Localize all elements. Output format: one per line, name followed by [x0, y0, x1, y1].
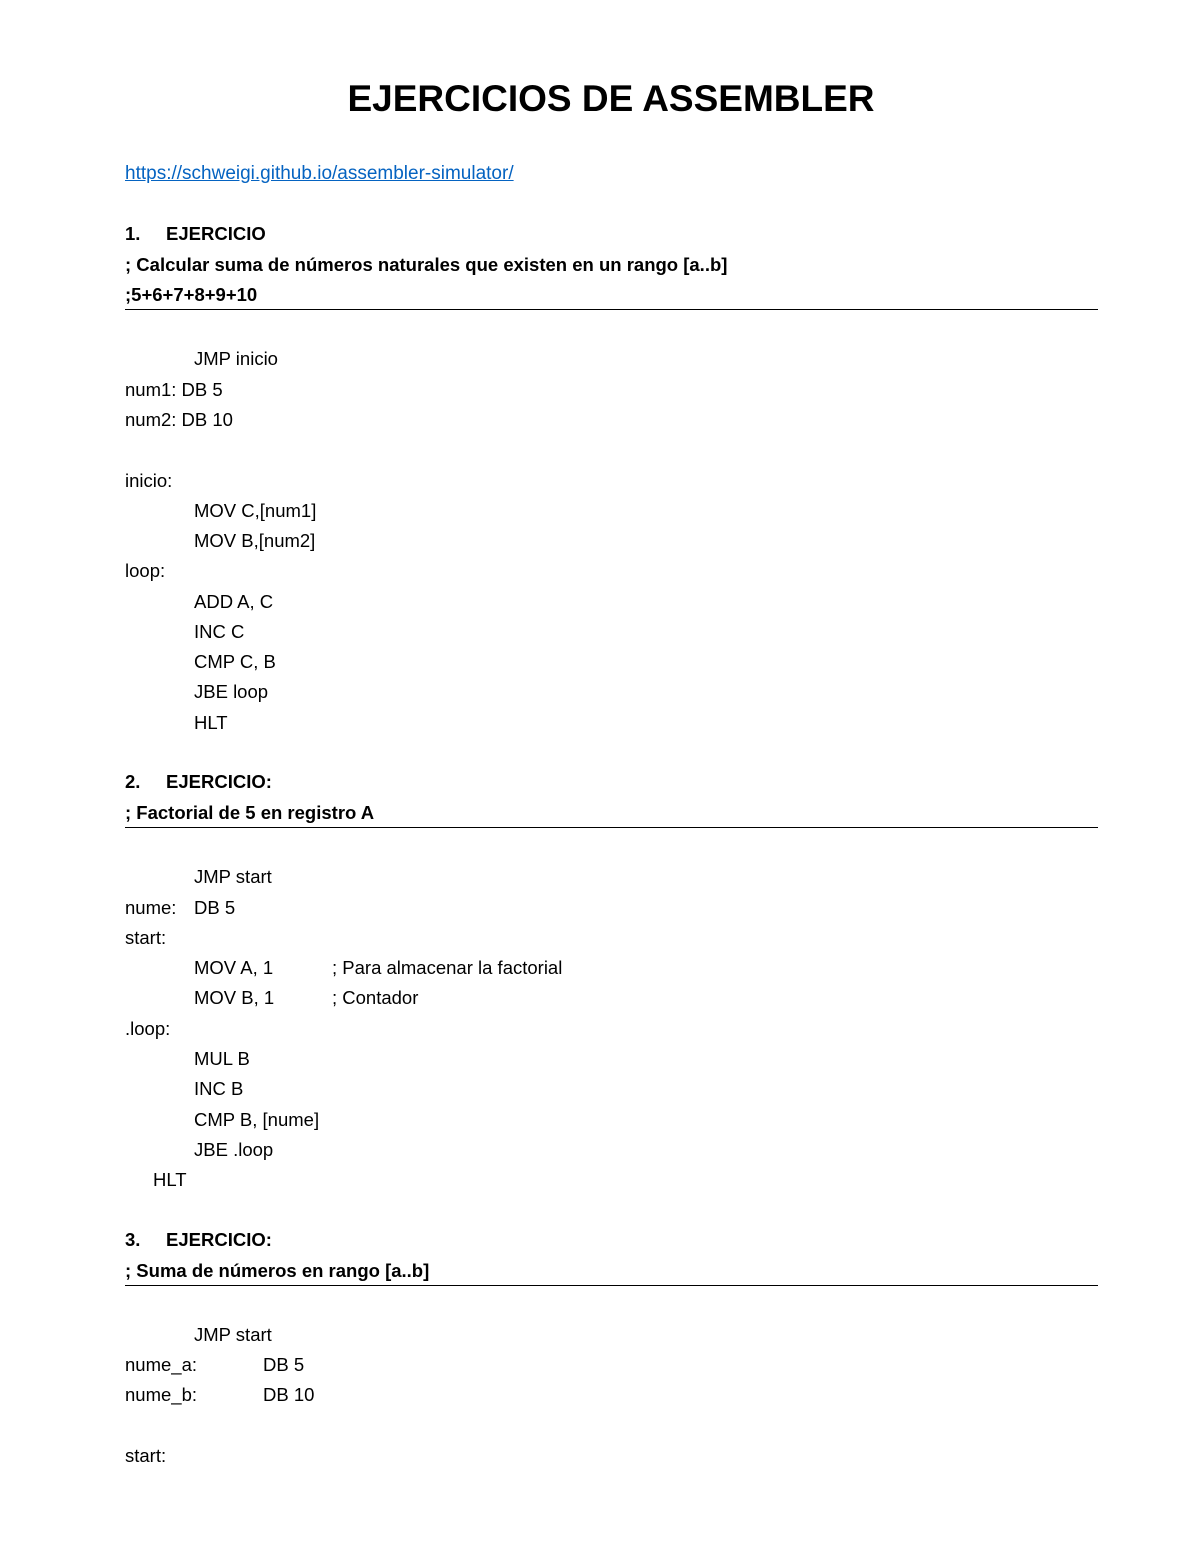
section-divider [125, 827, 1098, 828]
exercise-3-heading [125, 1226, 272, 1254]
code-line: JMP inicio [194, 348, 278, 369]
code-line: DB 10 [263, 1384, 315, 1405]
code-line: MOV A, 1 [194, 957, 274, 978]
section-divider [125, 1285, 1098, 1286]
code-label: inicio: [125, 470, 173, 491]
exercise-1-number: 1. [125, 223, 141, 244]
code-label: .loop: [125, 1018, 171, 1039]
code-line: MUL B [194, 1048, 250, 1069]
code-line: num1: DB 5 [125, 379, 223, 400]
code-label: nume_b: [125, 1384, 197, 1405]
exercise-3-title: EJERCICIO: [166, 1229, 272, 1250]
code-line: HLT [153, 1169, 187, 1190]
code-line: DB 5 [194, 897, 236, 918]
exercise-2-title: EJERCICIO: [166, 771, 272, 792]
exercise-3-number: 3. [125, 1229, 141, 1250]
code-line: CMP C, B [194, 651, 276, 672]
exercise-1-heading [125, 220, 266, 248]
code-comment: ; Contador [332, 987, 419, 1008]
code-line: JMP start [194, 1324, 272, 1345]
code-label: nume: [125, 897, 177, 918]
exercise-2-comment: ; Factorial de 5 en registro A [125, 802, 375, 823]
code-line: ADD A, C [194, 591, 274, 612]
code-line: MOV B,[num2] [194, 530, 316, 551]
simulator-link[interactable]: https://schweigi.github.io/assembler-simulator/ [125, 163, 514, 184]
code-line: JBE loop [194, 681, 269, 702]
code-label: start: [125, 927, 167, 948]
code-label: loop: [125, 560, 166, 581]
code-label: nume_a: [125, 1354, 197, 1375]
exercise-2-number: 2. [125, 771, 141, 792]
code-label: start: [125, 1445, 167, 1466]
code-comment: ; Para almacenar la factorial [332, 957, 563, 978]
code-line: MOV B, 1 [194, 987, 275, 1008]
code-line: MOV C,[num1] [194, 500, 317, 521]
code-line: CMP B, [nume] [194, 1109, 320, 1130]
page-title: EJERCICIOS DE ASSEMBLER [347, 78, 875, 119]
code-line: DB 5 [263, 1354, 305, 1375]
code-line: INC C [194, 621, 245, 642]
exercise-2-heading [125, 768, 272, 796]
exercise-1-example: ;5+6+7+8+9+10 [125, 284, 258, 305]
code-line: HLT [194, 712, 228, 733]
exercise-1-title: EJERCICIO [166, 223, 266, 244]
code-line: JMP start [194, 866, 272, 887]
code-line: INC B [194, 1078, 244, 1099]
exercise-1-comment: ; Calcular suma de números naturales que existen en un rango [a..b] [125, 254, 728, 275]
exercise-3-comment: ; Suma de números en rango [a..b] [125, 1260, 430, 1281]
code-line: num2: DB 10 [125, 409, 233, 430]
code-line: JBE .loop [194, 1139, 274, 1160]
section-divider [125, 309, 1098, 310]
